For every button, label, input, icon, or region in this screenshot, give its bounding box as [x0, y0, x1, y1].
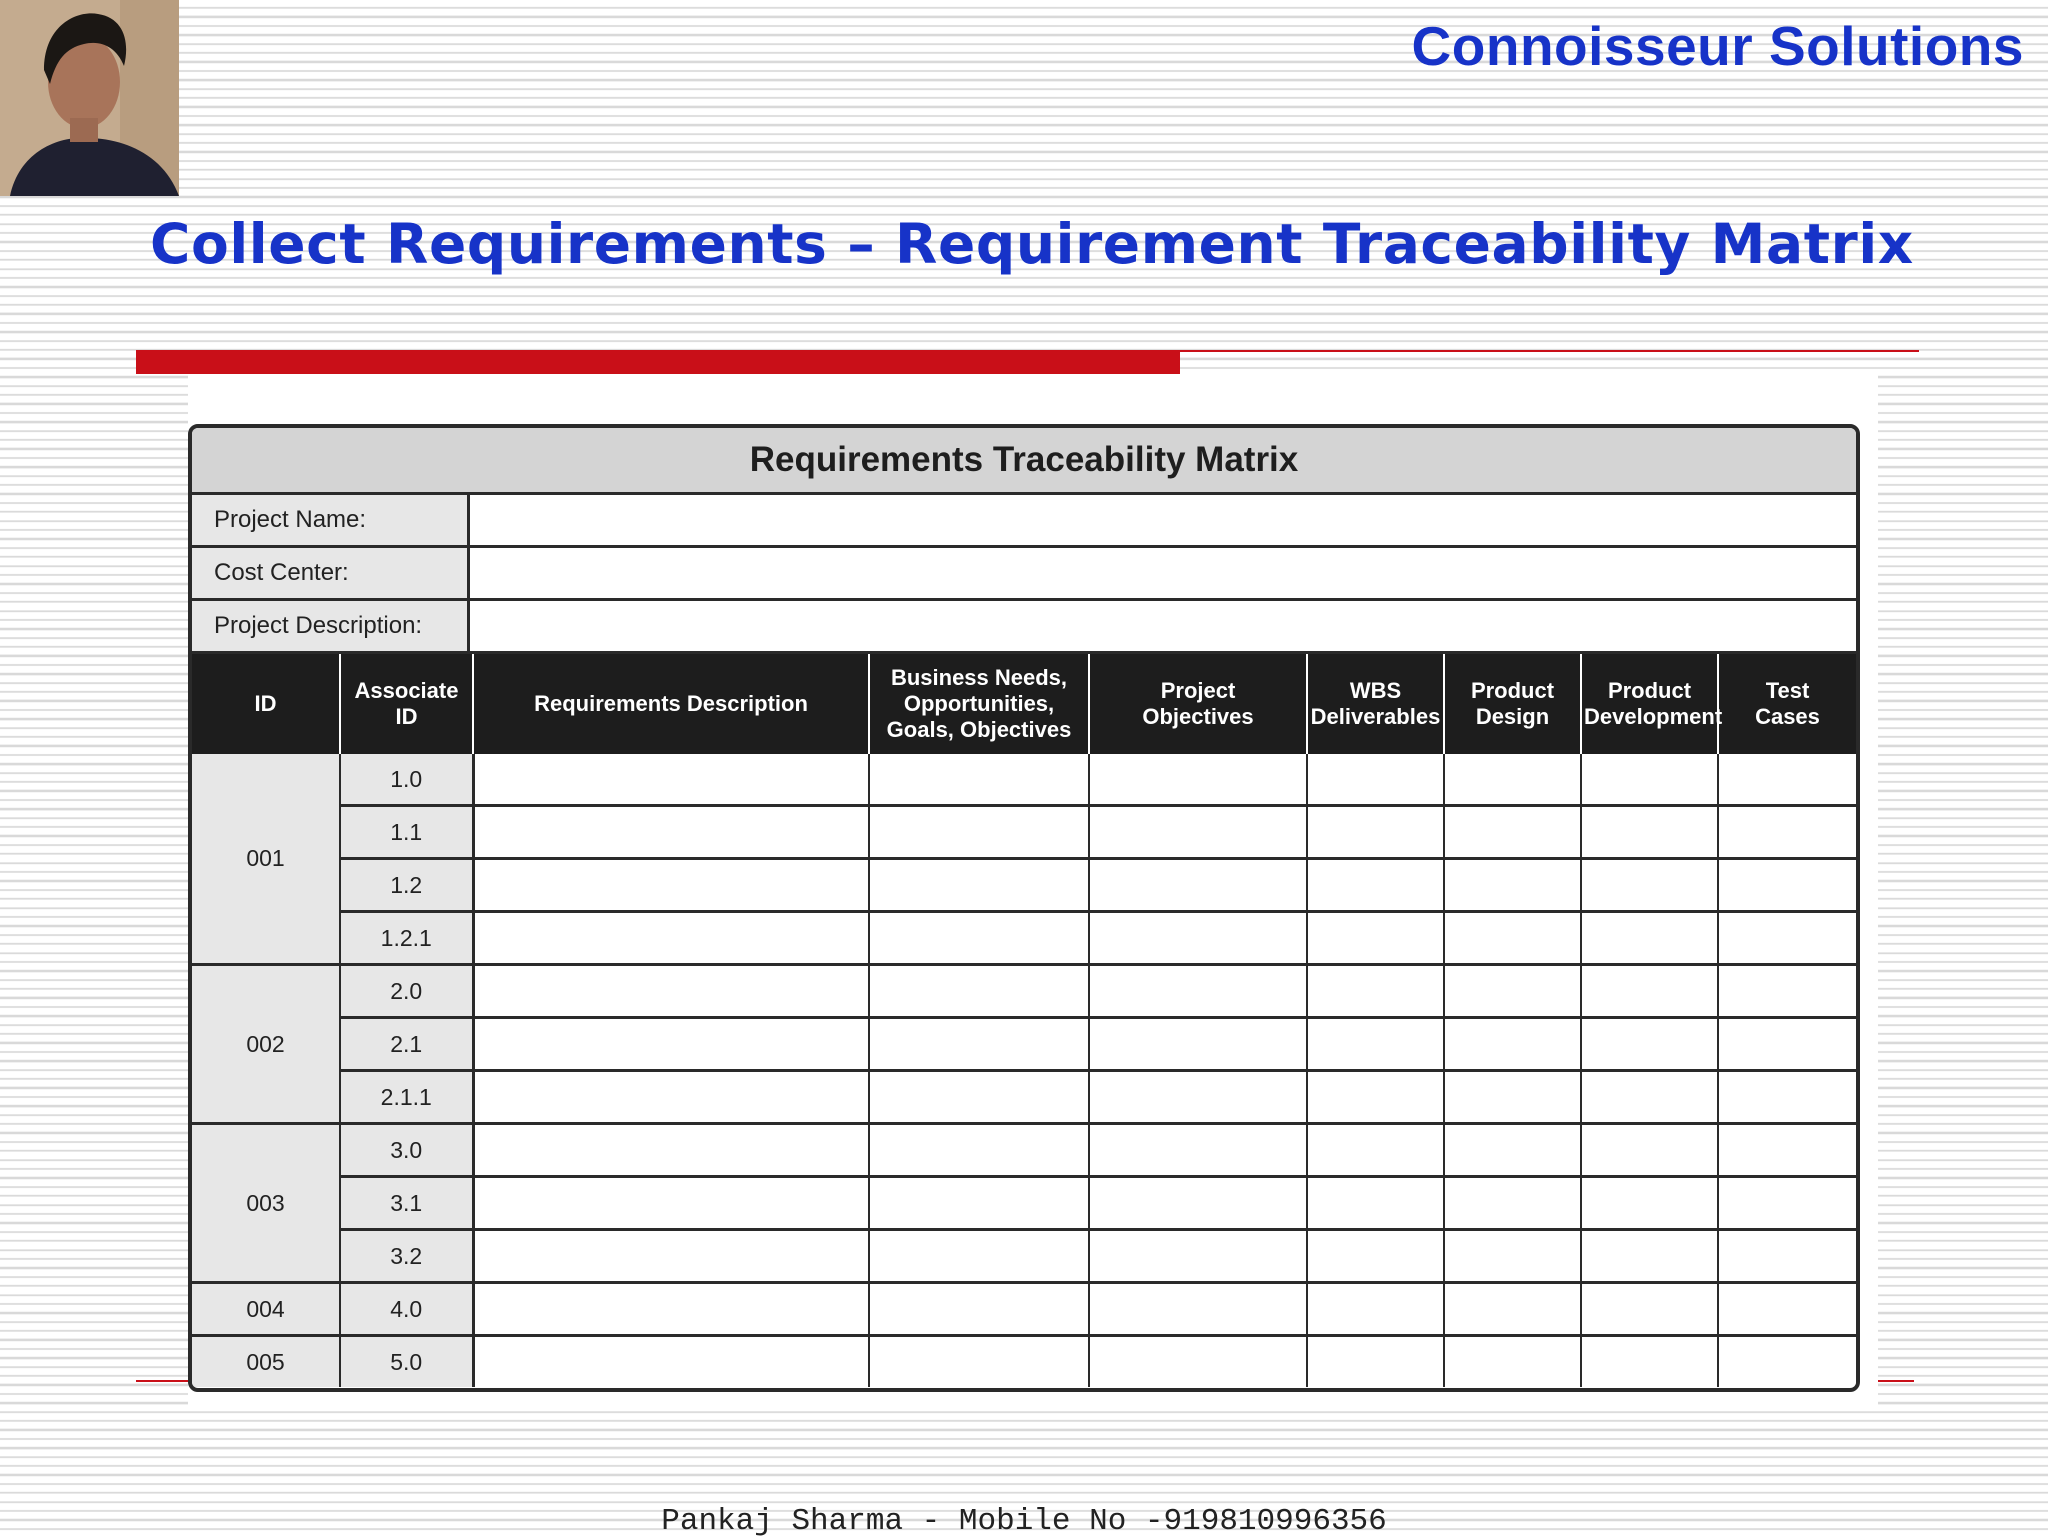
title-underline-thin [1180, 350, 1919, 352]
matrix-entry-cell[interactable] [1718, 1336, 1856, 1388]
column-header-requirements-description [473, 654, 869, 754]
matrix-entry-cell[interactable] [1307, 806, 1444, 859]
table-row [192, 1177, 1856, 1230]
brand-title: Connoisseur Solutions [1411, 15, 2024, 77]
column-header-line: ID [395, 704, 418, 729]
matrix-entry-cell[interactable] [869, 1177, 1089, 1230]
matrix-entry-cell[interactable] [1307, 859, 1444, 912]
bottom-rule-right [1878, 1380, 1914, 1382]
matrix-entry-cell[interactable] [1581, 912, 1718, 965]
matrix-entry-cell[interactable] [1089, 912, 1307, 965]
table-row [192, 806, 1856, 859]
matrix-entry-cell[interactable] [1089, 754, 1307, 806]
column-header-line: Project [1160, 678, 1236, 704]
matrix-entry-cell[interactable] [1718, 1283, 1856, 1336]
associate-id-cell: 1.1 [340, 806, 473, 859]
table-row [192, 859, 1856, 912]
matrix-entry-cell[interactable] [1444, 1283, 1581, 1336]
column-header-line: Business Needs, [890, 665, 1068, 691]
table-row [192, 754, 1856, 806]
table-row [192, 1283, 1856, 1336]
column-header-line: Opportunities, [903, 691, 1055, 717]
matrix-entry-cell[interactable] [869, 1124, 1089, 1177]
matrix-entry-cell[interactable] [473, 1283, 869, 1336]
matrix-entry-cell[interactable] [1718, 1124, 1856, 1177]
matrix-entry-cell[interactable] [473, 859, 869, 912]
matrix-entry-cell[interactable] [1444, 859, 1581, 912]
column-header-line: ID [254, 691, 277, 717]
table-row [192, 1071, 1856, 1124]
matrix-entry-cell[interactable] [1307, 1018, 1444, 1071]
matrix-entry-cell[interactable] [473, 1336, 869, 1388]
requirement-id-cell: 002 [192, 965, 340, 1124]
matrix-entry-cell[interactable] [1718, 965, 1856, 1018]
matrix-title: Requirements Traceability Matrix [192, 428, 1856, 495]
matrix-entry-cell[interactable] [1444, 806, 1581, 859]
requirement-id-cell: 003 [192, 1124, 340, 1283]
column-header-line: WBS [1349, 678, 1402, 704]
table-row [192, 912, 1856, 965]
matrix-entry-cell[interactable] [473, 754, 869, 806]
column-header-line: Design [1475, 704, 1550, 729]
header-row [192, 654, 1856, 754]
column-header-associate-id [340, 654, 473, 754]
matrix-entry-cell[interactable] [1307, 1177, 1444, 1230]
matrix-entry-cell[interactable] [1581, 1071, 1718, 1124]
matrix-entry-cell[interactable] [1718, 1018, 1856, 1071]
associate-id-cell: 1.2.1 [340, 912, 473, 965]
matrix-entry-cell[interactable] [869, 806, 1089, 859]
matrix-entry-cell[interactable] [1581, 859, 1718, 912]
associate-id-cell: 3.0 [340, 1124, 473, 1177]
matrix-entry-cell[interactable] [1307, 1124, 1444, 1177]
requirement-id-cell: 001 [192, 754, 340, 965]
cost-center-label: Cost Center: [192, 548, 470, 598]
column-header-wbs-deliverables [1307, 654, 1444, 754]
matrix-entry-cell[interactable] [1581, 1283, 1718, 1336]
requirements-table [192, 654, 1856, 1387]
table-row [192, 1018, 1856, 1071]
associate-id-cell: 2.1 [340, 1018, 473, 1071]
project-description-field[interactable] [470, 601, 1856, 651]
column-header-line: Requirements Description [534, 691, 808, 717]
associate-id-cell: 3.1 [340, 1177, 473, 1230]
matrix-entry-cell[interactable] [473, 1230, 869, 1283]
table-row [192, 1124, 1856, 1177]
slide-title: Collect Requirements – Requirement Traceability Matrix [150, 212, 1914, 276]
table-header [192, 654, 1856, 754]
matrix-entry-cell[interactable] [473, 912, 869, 965]
matrix-entry-cell[interactable] [1089, 1071, 1307, 1124]
footer-contact: Pankaj Sharma - Mobile No -919810996356 [661, 1504, 1387, 1539]
project-description-label: Project Description: [192, 601, 470, 651]
matrix-entry-cell[interactable] [1581, 1124, 1718, 1177]
matrix-entry-cell[interactable] [1581, 754, 1718, 806]
presenter-photo [0, 0, 179, 196]
matrix-entry-cell[interactable] [1581, 806, 1718, 859]
matrix-entry-cell[interactable] [473, 1018, 869, 1071]
matrix-entry-cell[interactable] [869, 1230, 1089, 1283]
matrix-entry-cell[interactable] [1581, 965, 1718, 1018]
matrix-entry-cell[interactable] [1444, 1124, 1581, 1177]
person-portrait-icon [0, 0, 179, 196]
matrix-entry-cell[interactable] [1089, 806, 1307, 859]
table-row [192, 965, 1856, 1018]
matrix-entry-cell[interactable] [1718, 754, 1856, 806]
matrix-entry-cell[interactable] [473, 1177, 869, 1230]
matrix-entry-cell[interactable] [1718, 1230, 1856, 1283]
matrix-entry-cell[interactable] [1581, 1018, 1718, 1071]
associate-id-cell: 4.0 [340, 1283, 473, 1336]
cost-center-field[interactable] [470, 548, 1856, 598]
matrix-entry-cell[interactable] [1581, 1177, 1718, 1230]
matrix-entry-cell[interactable] [473, 806, 869, 859]
matrix-entry-cell[interactable] [869, 1071, 1089, 1124]
project-name-row [192, 495, 1856, 548]
matrix-entry-cell[interactable] [1444, 1230, 1581, 1283]
project-name-label: Project Name: [192, 495, 470, 545]
associate-id-cell: 1.0 [340, 754, 473, 806]
matrix-entry-cell[interactable] [1444, 912, 1581, 965]
table-row [192, 1336, 1856, 1388]
matrix-entry-cell[interactable] [473, 1124, 869, 1177]
matrix-entry-cell[interactable] [1089, 1283, 1307, 1336]
matrix-entry-cell[interactable] [1089, 965, 1307, 1018]
matrix-entry-cell[interactable] [1444, 1177, 1581, 1230]
matrix-entry-cell[interactable] [1307, 754, 1444, 806]
matrix-entry-cell[interactable] [1581, 1336, 1718, 1388]
column-header-product-design [1444, 654, 1581, 754]
matrix-entry-cell[interactable] [473, 1071, 869, 1124]
matrix-entry-cell[interactable] [1307, 1283, 1444, 1336]
matrix-entry-cell[interactable] [1089, 1177, 1307, 1230]
associate-id-cell: 1.2 [340, 859, 473, 912]
column-header-line: Product [1607, 678, 1692, 704]
associate-id-cell: 5.0 [340, 1336, 473, 1388]
project-name-field[interactable] [470, 495, 1856, 545]
matrix-entry-cell[interactable] [1581, 1230, 1718, 1283]
traceability-matrix [188, 424, 1860, 1392]
column-header-id [192, 654, 340, 754]
column-header-business-needs [869, 654, 1089, 754]
matrix-entry-cell[interactable] [1718, 1071, 1856, 1124]
project-description-row [192, 601, 1856, 654]
column-header-line: Objectives [1142, 704, 1254, 729]
matrix-entry-cell[interactable] [869, 965, 1089, 1018]
matrix-entry-cell[interactable] [869, 1336, 1089, 1388]
matrix-entry-cell[interactable] [1089, 1336, 1307, 1388]
matrix-entry-cell[interactable] [869, 859, 1089, 912]
matrix-entry-cell[interactable] [1307, 912, 1444, 965]
matrix-entry-cell[interactable] [1444, 1018, 1581, 1071]
column-header-line: Deliverables [1310, 704, 1441, 729]
bottom-rule-left [136, 1380, 188, 1382]
matrix-figure [188, 374, 1878, 1410]
cost-center-row [192, 548, 1856, 601]
matrix-entry-cell[interactable] [1089, 859, 1307, 912]
table-row [192, 1230, 1856, 1283]
matrix-entry-cell[interactable] [1444, 1071, 1581, 1124]
column-header-project-objectives [1089, 654, 1307, 754]
column-header-product-development [1581, 654, 1723, 754]
column-header-line: Test [1765, 678, 1810, 704]
title-underline-thick [136, 350, 1180, 374]
matrix-entry-cell[interactable] [1089, 1124, 1307, 1177]
associate-id-cell: 2.0 [340, 965, 473, 1018]
matrix-entry-cell[interactable] [1718, 859, 1856, 912]
requirement-id-cell: 005 [192, 1336, 340, 1388]
associate-id-cell: 3.2 [340, 1230, 473, 1283]
column-header-test-cases [1718, 654, 1856, 754]
matrix-entry-cell[interactable] [1307, 1071, 1444, 1124]
matrix-entry-cell[interactable] [1444, 754, 1581, 806]
matrix-entry-cell[interactable] [869, 754, 1089, 806]
matrix-entry-cell[interactable] [1307, 1230, 1444, 1283]
matrix-entry-cell[interactable] [1089, 1018, 1307, 1071]
matrix-entry-cell[interactable] [1718, 912, 1856, 965]
matrix-entry-cell[interactable] [1307, 965, 1444, 1018]
column-header-line: Goals, Objectives [886, 716, 1072, 742]
matrix-entry-cell[interactable] [473, 965, 869, 1018]
column-header-line: Cases [1755, 704, 1820, 729]
matrix-entry-cell[interactable] [1718, 806, 1856, 859]
table-body [192, 754, 1856, 1387]
matrix-entry-cell[interactable] [1444, 965, 1581, 1018]
matrix-entry-cell[interactable] [869, 1283, 1089, 1336]
column-header-line: Product [1470, 678, 1555, 704]
column-header-line: Associate [354, 678, 459, 704]
column-header-line: Development [1584, 704, 1723, 729]
matrix-entry-cell[interactable] [1718, 1177, 1856, 1230]
matrix-entry-cell[interactable] [869, 1018, 1089, 1071]
matrix-entry-cell[interactable] [1089, 1230, 1307, 1283]
matrix-entry-cell[interactable] [1307, 1336, 1444, 1388]
matrix-entry-cell[interactable] [869, 912, 1089, 965]
associate-id-cell: 2.1.1 [340, 1071, 473, 1124]
requirement-id-cell: 004 [192, 1283, 340, 1336]
matrix-entry-cell[interactable] [1444, 1336, 1581, 1388]
